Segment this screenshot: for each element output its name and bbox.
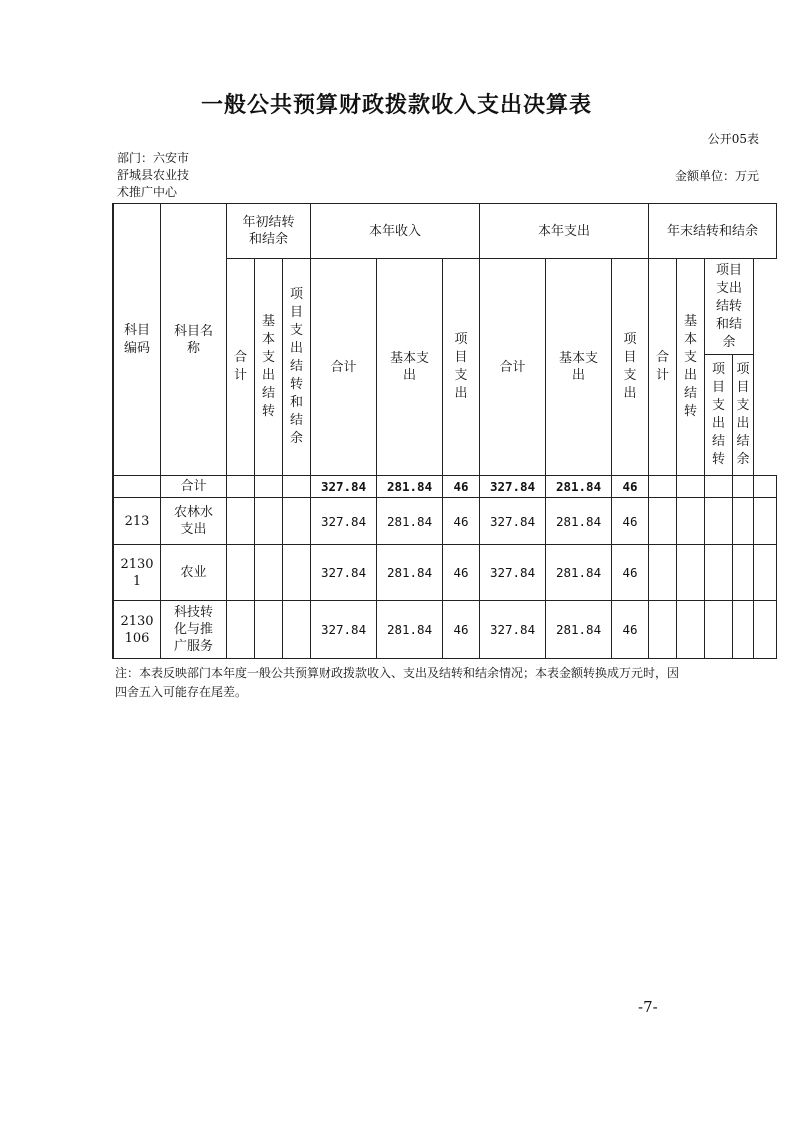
cell-expense-project: 46 — [612, 476, 649, 498]
cell-income-project: 46 — [443, 476, 480, 498]
department-name-line1: 舒城县农业技 — [117, 168, 190, 182]
header-end-project-carry: 项目支出结转 — [705, 355, 733, 476]
cell-expense-total: 327.84 — [480, 498, 546, 545]
cell-income-basic: 281.84 — [377, 476, 443, 498]
header-income-project: 项目支出 — [443, 259, 480, 476]
cell-code: 21301 — [114, 545, 161, 601]
cell-name: 农业 — [161, 545, 227, 601]
header-end-total: 合计 — [649, 259, 677, 476]
cell-code — [114, 476, 161, 498]
budget-table — [113, 203, 777, 659]
header-begin-basic-carry: 基本支出结转 — [255, 259, 283, 476]
table-row-total — [114, 476, 777, 498]
cell-income-basic: 281.84 — [377, 545, 443, 601]
department-name-line2: 术推广中心 — [117, 185, 178, 199]
page-title: 一般公共预算财政拨款收入支出决算表 — [200, 93, 592, 118]
header-begin-total: 合计 — [227, 259, 255, 476]
header-code: 科目编码 — [114, 204, 161, 476]
header-income-basic: 基本支出 — [377, 259, 443, 476]
cell-code: 2130106 — [114, 601, 161, 659]
page-number: -7- — [638, 998, 658, 1016]
cell-income-basic: 281.84 — [377, 601, 443, 659]
cell-name: 科技转化与推广服务 — [161, 601, 227, 659]
cell-expense-basic: 281.84 — [546, 476, 612, 498]
cell-name: 农林水支出 — [161, 498, 227, 545]
header-expense-project: 项目支出 — [612, 259, 649, 476]
table-row — [114, 498, 777, 545]
cell-expense-basic: 281.84 — [546, 545, 612, 601]
header-expense-basic: 基本支出 — [546, 259, 612, 476]
cell-income-project: 46 — [443, 498, 480, 545]
table-row — [114, 601, 777, 659]
cell-expense-total: 327.84 — [480, 601, 546, 659]
header-begin-project-carry-balance: 项目支出结转和结余 — [283, 259, 311, 476]
cell-name: 合计 — [161, 476, 227, 498]
header-end-group: 年末结转和结余 — [649, 204, 777, 259]
footnote: 注：本表反映部门本年度一般公共预算财政拨款收入、支出及结转和结余情况；本表金额转换成万元时，因四舍五入可能存在尾差。 — [115, 666, 680, 699]
cell-expense-project: 46 — [612, 498, 649, 545]
cell-expense-project: 46 — [612, 601, 649, 659]
header-name: 科目名称 — [161, 204, 227, 476]
header-income-group: 本年收入 — [311, 204, 480, 259]
cell-income-project: 46 — [443, 545, 480, 601]
department-info — [117, 150, 189, 201]
cell-code: 213 — [114, 498, 161, 545]
header-end-project-carry-balance: 项目支出结转和结余 — [705, 259, 754, 355]
header-end-project-balance: 项目支出结余 — [733, 355, 754, 476]
cell-income-project: 46 — [443, 601, 480, 659]
header-expense-total: 合计 — [480, 259, 546, 476]
header-begin-group: 年初结转和结余 — [227, 204, 311, 259]
cell-expense-total: 327.84 — [480, 476, 546, 498]
cell-expense-project: 46 — [612, 545, 649, 601]
cell-expense-total: 327.84 — [480, 545, 546, 601]
department-label: 部门：六安市 — [117, 151, 190, 165]
cell-income-total: 327.84 — [311, 545, 377, 601]
cell-income-basic: 281.84 — [377, 498, 443, 545]
cell-expense-basic: 281.84 — [546, 498, 612, 545]
header-expense-group: 本年支出 — [480, 204, 649, 259]
cell-income-total: 327.84 — [311, 601, 377, 659]
header-end-basic-carry: 基本支出结转 — [677, 259, 705, 476]
form-number: 公开05表 — [707, 132, 759, 146]
amount-unit: 金额单位：万元 — [674, 169, 759, 183]
cell-income-total: 327.84 — [311, 476, 377, 498]
cell-income-total: 327.84 — [311, 498, 377, 545]
header-income-total: 合计 — [311, 259, 377, 476]
cell-expense-basic: 281.84 — [546, 601, 612, 659]
table-row — [114, 545, 777, 601]
